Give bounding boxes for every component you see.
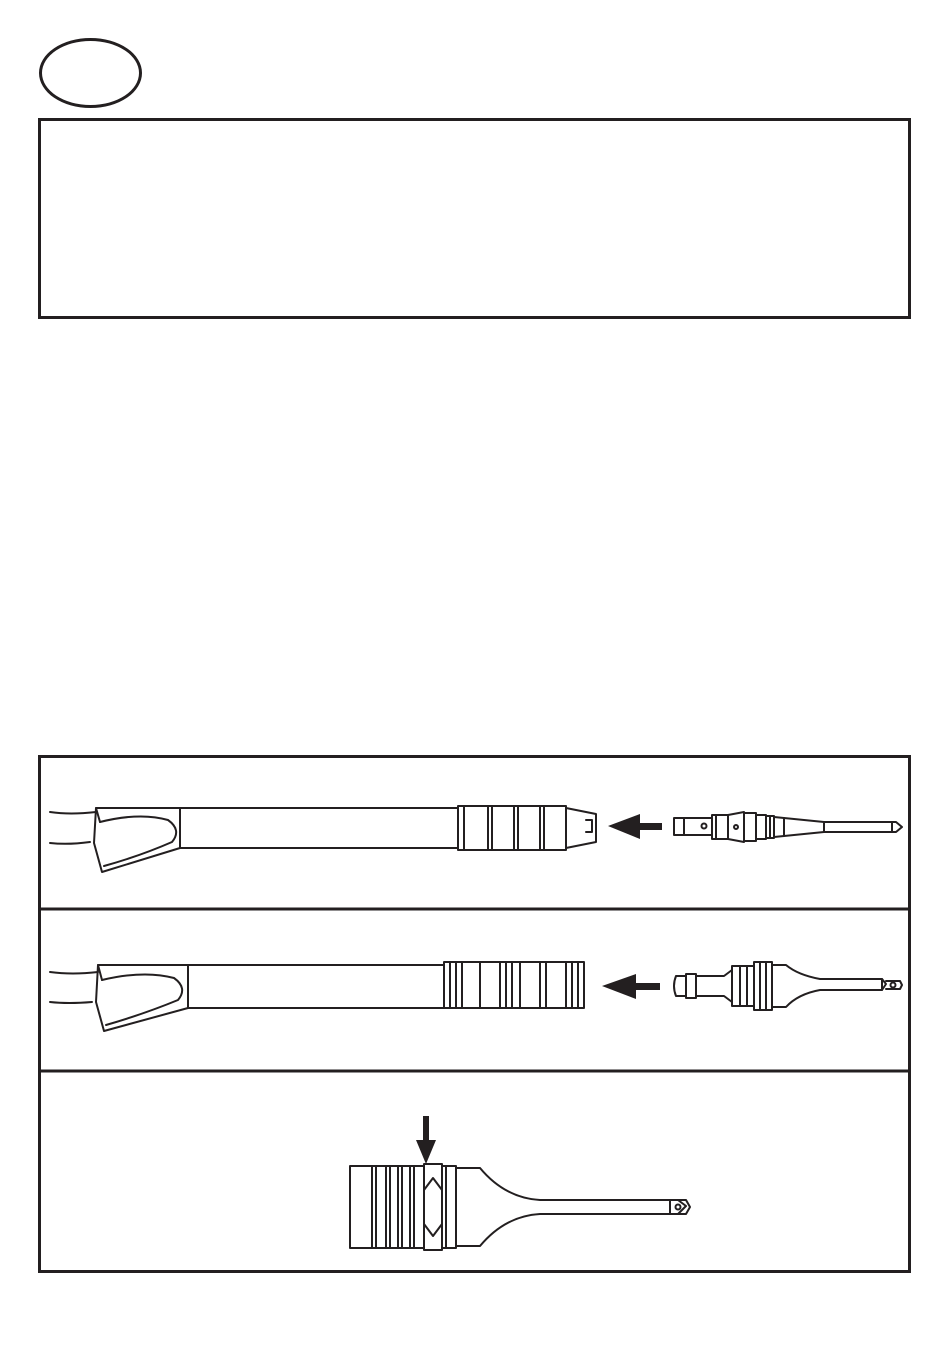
step1-soldering-handle [50, 806, 596, 872]
step3-arrow-icon [416, 1116, 436, 1164]
step2-arrow-icon [602, 974, 660, 999]
step2-soldering-handle [50, 962, 584, 1031]
step1-soldering-tip [674, 812, 902, 842]
step3-soldering-tip [350, 1164, 690, 1250]
step1-arrow-icon [608, 814, 662, 839]
step2-soldering-tip [674, 962, 902, 1010]
